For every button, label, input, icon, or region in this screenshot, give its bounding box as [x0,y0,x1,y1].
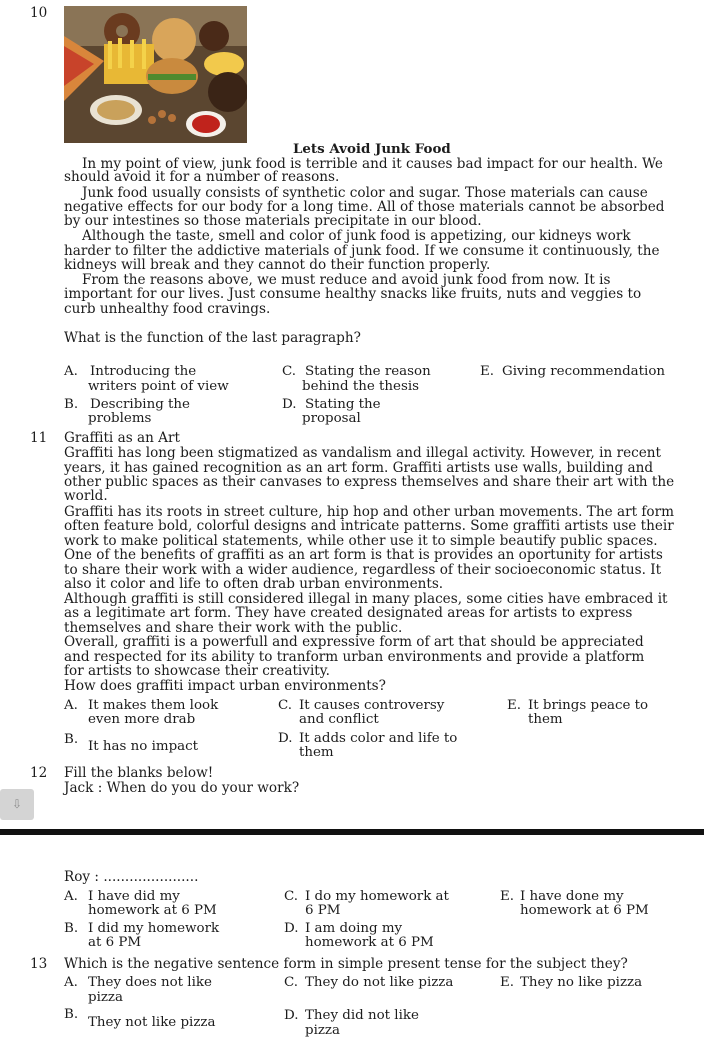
option-e-text[interactable]: I have done my [520,889,624,904]
passage-line: curb unhealthy food cravings. [64,301,271,317]
option-a-text[interactable]: homework at 6 PM [88,903,217,918]
arrow-down-icon: ⇩ [11,797,23,811]
option-e-label[interactable]: E. [507,698,522,713]
option-b-text[interactable]: I did my homework [88,921,220,936]
passage-line: Although graffiti is still considered illegal in many places, some cities have embraced it [64,591,668,607]
question-number-11: 11 [30,430,48,446]
option-c-label[interactable]: C. [282,364,297,379]
option-d-label[interactable]: D. [284,921,299,936]
option-a-text[interactable]: writers point of view [88,379,229,394]
option-c-text[interactable]: They do not like pizza [305,975,454,990]
question-text-11: How does graffiti impact urban environments? [64,678,386,694]
passage-line: important for our lives. Just consume healthy snacks like fruits, nuts and veggies to [64,286,642,302]
option-b-text[interactable]: It has no impact [88,739,199,754]
option-a-text[interactable]: I have did my [88,889,180,904]
passage-line: Graffiti has long been stigmatized as vandalism and illegal activity. However, in recent [64,445,661,461]
option-b-text[interactable]: at 6 PM [88,935,142,950]
option-b-text[interactable]: They not like pizza [88,1015,216,1030]
option-b-label[interactable]: B. [64,921,79,936]
option-a-text[interactable]: even more drab [88,712,196,727]
option-d-text[interactable]: It adds color and life to [299,731,458,746]
passage-line: and respected for its ability to tranform urban environments and provide a platform [64,649,645,665]
passage-line: should avoid it for a number of reasons. [64,169,340,185]
option-a-text[interactable]: pizza [88,990,123,1005]
dialogue-roy: Roy : ...................... [64,869,199,885]
option-b-label[interactable]: B. [64,397,79,412]
junk-food-illustration [64,6,247,143]
option-b-text[interactable]: problems [88,411,152,426]
passage-line: Graffiti has its roots in street culture, hip hop and other urban movements. The art form [64,504,674,520]
option-c-text[interactable]: 6 PM [305,903,341,918]
passage-line: often feature bold, colorful designs and intricate patterns. Some graffiti artists use their [64,518,674,534]
question-number-13: 13 [30,956,48,972]
option-c-label[interactable]: C. [278,698,293,713]
option-c-text[interactable]: I do my homework at [305,889,449,904]
passage-line: harder to filter the addictive materials of junk food. If we consume it continuously, the [64,243,660,259]
option-d-label[interactable]: D. [284,1008,299,1023]
option-c-text[interactable]: behind the thesis [302,379,419,394]
option-d-text[interactable]: proposal [302,411,361,426]
dialogue-jack: Jack : When do you do your work? [64,780,300,796]
passage-line: Although the taste, smell and color of junk food is appetizing, our kidneys work [82,228,631,244]
option-e-label[interactable]: E. [500,975,515,990]
option-d-text[interactable]: Stating the [305,397,381,412]
option-d-text[interactable]: pizza [305,1023,340,1038]
option-c-text[interactable]: It causes controversy [299,698,445,713]
passage-line: for artists to showcase their creativity. [64,663,330,679]
passage-line: In my point of view, junk food is terrible and it causes bad impact for our health. We [82,156,663,172]
option-d-text[interactable]: homework at 6 PM [305,935,434,950]
passage-line: kidneys will break and they cannot do their function properly. [64,257,491,273]
passage-line: world. [64,488,108,504]
scroll-down-button[interactable] [0,789,34,820]
passage-line: other public spaces as their canvases to express themselves and share their art with the [64,474,675,490]
option-e-text[interactable]: Giving recommendation [502,364,666,379]
passage-title-junk-food: Lets Avoid Junk Food [293,141,451,157]
option-a-label[interactable]: A. [64,364,78,379]
passage-line: as a legitimate art form. They have created designated areas for artists to express [64,605,633,621]
passage-line: From the reasons above, we must reduce and avoid junk food from now. It is [82,272,611,288]
question-text-13: Which is the negative sentence form in simple present tense for the subject they? [64,956,628,972]
passage-line: negative effects for our body for a long time. All of those materials cannot be absorbed [64,199,665,215]
option-d-label[interactable]: D. [282,397,297,412]
option-a-text[interactable]: It makes them look [88,698,219,713]
option-a-label[interactable]: A. [64,975,78,990]
option-e-label[interactable]: E. [480,364,495,379]
option-a-label[interactable]: A. [64,698,78,713]
passage-line: work to make political statements, while other use it to simple beautify public spaces. [64,533,658,549]
page-divider [0,829,704,835]
option-a-text[interactable]: They does not like [88,975,212,990]
passage-line: Overall, graffiti is a powerfull and expressive form of art that should be appreciated [64,634,644,650]
junk-food-photo [64,6,247,143]
option-e-label[interactable]: E. [500,889,515,904]
option-b-label[interactable]: B. [64,732,79,747]
option-a-text[interactable]: Introducing the [90,364,197,379]
option-e-text[interactable]: them [528,712,563,727]
passage-line: Junk food usually consists of synthetic color and sugar. Those materials can cause [82,185,648,201]
passage-line: to share their work with a wider audience, regardless of their socioeconomic status. It [64,562,662,578]
passage-title-graffiti: Graffiti as an Art [64,430,180,446]
question-number-12: 12 [30,765,48,781]
passage-line: years, it has gained recognition as an art form. Graffiti artists use walls, building and [64,460,654,476]
option-b-label[interactable]: B. [64,1007,79,1022]
option-d-text[interactable]: them [299,745,334,760]
option-b-text[interactable]: Describing the [90,397,190,412]
option-a-label[interactable]: A. [64,889,78,904]
option-c-text[interactable]: Stating the reason [305,364,431,379]
option-e-text[interactable]: homework at 6 PM [520,903,649,918]
option-c-label[interactable]: C. [284,975,299,990]
option-c-label[interactable]: C. [284,889,299,904]
option-e-text[interactable]: It brings peace to [528,698,649,713]
question-text-10: What is the function of the last paragraph? [64,330,361,346]
option-d-text[interactable]: They did not like [305,1008,419,1023]
option-d-label[interactable]: D. [278,731,293,746]
option-e-text[interactable]: They no like pizza [520,975,643,990]
question-instruction-12: Fill the blanks below! [64,765,214,781]
option-c-text[interactable]: and conflict [299,712,379,727]
option-d-text[interactable]: I am doing my [305,921,403,936]
passage-line: themselves and share their work with the public. [64,620,403,636]
passage-line: also it color and life to often drab urban environments. [64,576,444,592]
passage-line: by our intestines so those materials precipitate in our blood. [64,213,482,229]
passage-line: One of the benefits of graffiti as an art form is that is provides an oportunity for artists [64,547,663,563]
question-number-10: 10 [30,5,48,21]
